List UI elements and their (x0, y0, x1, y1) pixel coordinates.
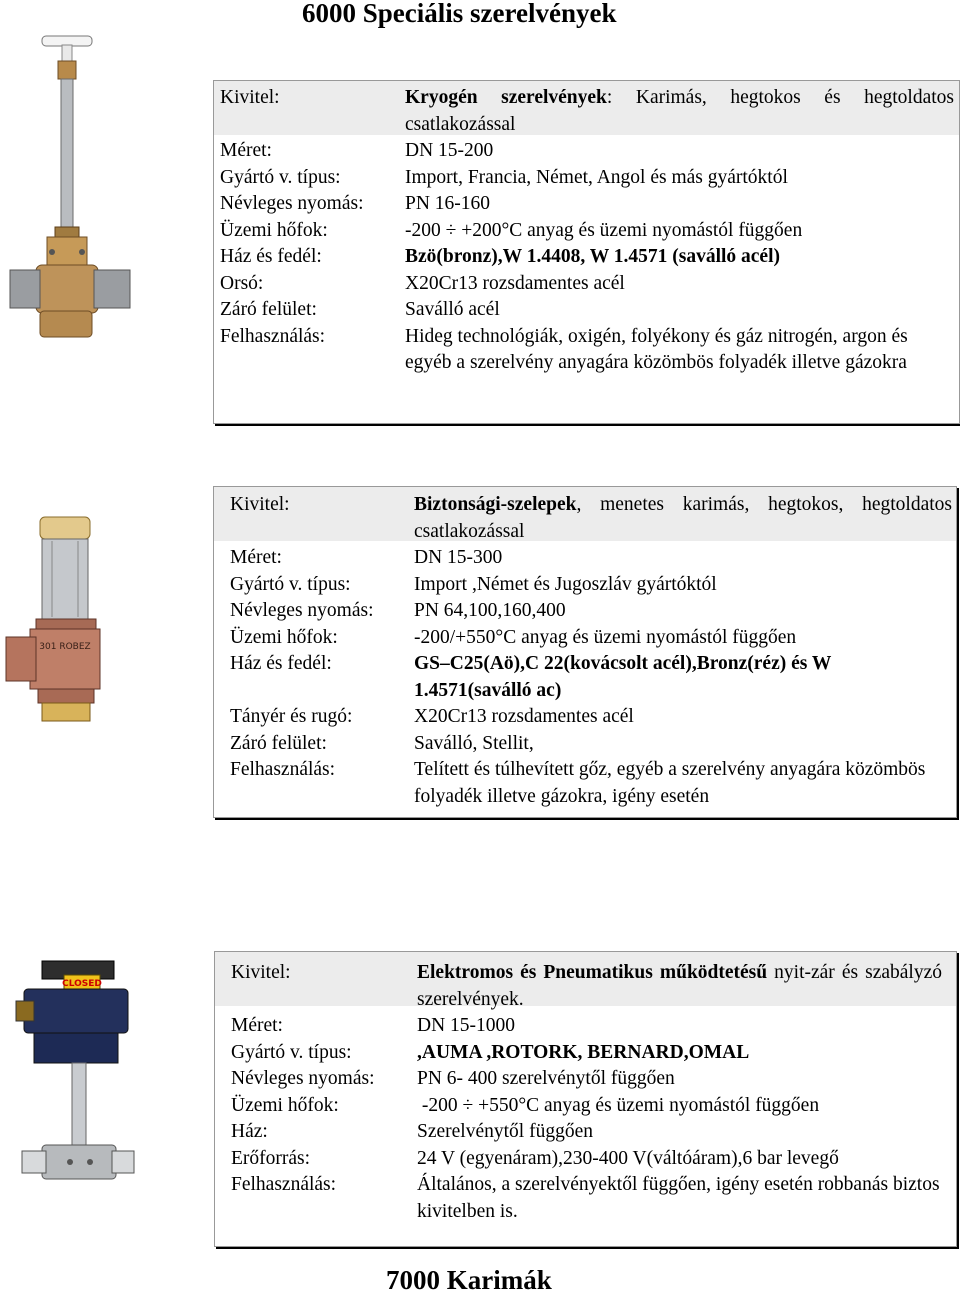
spec-label: Üzemi hőfok: (220, 219, 328, 241)
spec-row-kivitel (231, 960, 942, 1013)
spec-row-nyomas (231, 1066, 942, 1093)
spec-label: Erőforrás: (231, 1147, 311, 1169)
spec-label: Gyártó v. típus: (220, 166, 341, 188)
spec-label: Üzemi hőfok: (230, 626, 338, 648)
spec-value: GS–C25(Aö),C 22(kovácsolt acél),Bronz(réz) és W 1.4571(saválló ac) (414, 653, 832, 701)
actuator-plate-text: CLOSED (62, 979, 102, 989)
spec-value: X20Cr13 rozsdamentes acél (414, 706, 634, 727)
spec-value: PN 16-160 (405, 193, 491, 214)
spec-row-meret (220, 138, 954, 165)
spec-value: Biztonsági-szelepek, menetes karimás, hegtokos, hegtoldatos csatlakozással (414, 494, 952, 542)
spec-label: Ház és fedél: (230, 653, 332, 674)
spec-label: Ház és fedél: (220, 246, 322, 267)
spec-label: Névleges nyomás: (230, 600, 374, 621)
spec-value: Saválló, Stellit, (414, 732, 534, 754)
spec-value: Hideg technológiák, oxigén, folyékony és gáz nitrogén, argon és egyéb a szerelvény anyagára közömbös folyadék illetve gázokra (405, 325, 908, 373)
spec-label: Méret: (231, 1015, 283, 1036)
spec-label: Kivitel: (230, 494, 290, 515)
spec-label: Méret: (230, 547, 282, 568)
spec-value: Saválló acél (405, 299, 500, 320)
spec-label: Felhasználás: (231, 1174, 337, 1195)
spec-row-meret (230, 545, 952, 572)
spec-value: Bzö(bronz),W 1.4408, W 1.4571 (saválló acél) (405, 246, 781, 267)
spec-label: Kivitel: (231, 962, 291, 983)
spec-value: PN 64,100,160,400 (414, 600, 566, 621)
spec-row-felhasznalas (231, 1172, 942, 1225)
spec-row-kivitel (230, 492, 952, 545)
spec-row-nyomas (230, 598, 952, 625)
cryogenic-valve-photo (6, 32, 136, 362)
spec-value: 24 V (egyenáram),230-400 V(váltóáram),6 bar levegő (417, 1147, 839, 1169)
spec-value: X20Cr13 rozsdamentes acél (405, 272, 625, 294)
actuated-valve-photo (12, 955, 137, 1205)
spec-label: Felhasználás: (230, 759, 336, 780)
spec-value: -200/+550°C anyag és üzemi nyomástól függően (414, 626, 797, 648)
spec-value: Általános, a szerelvényektől függően, igény esetén robbanás biztos kivitelben is. (417, 1174, 940, 1222)
spec-row-hofok (220, 218, 954, 245)
spec-label: Névleges nyomás: (231, 1068, 375, 1089)
spec-value: Telített és túlhevített gőz, egyéb a szerelvény anyagára közömbös folyadék illetve gázokra, igény esetén (414, 759, 926, 807)
spec-value: Import ,Német és Jugoszláv gyártóktól (414, 573, 717, 595)
spec-value: -200 ÷ +200°C anyag és üzemi nyomástól függően (405, 219, 803, 241)
spec-label: Gyártó v. típus: (230, 573, 351, 595)
spec-row-hofok (230, 625, 952, 652)
spec-row-felhasznalas (230, 757, 952, 810)
spec-value: Elektromos és Pneumatikus működtetésű nyit-zár és szabályzó szerelvények. (417, 962, 942, 1010)
spec-row-nyomas (220, 191, 954, 218)
spec-row-meret (231, 1013, 942, 1040)
spec-row-zaro (230, 731, 952, 758)
spec-label: Névleges nyomás: (220, 193, 364, 214)
spec-row-tanyer (230, 704, 952, 731)
spec-value: Szerelvénytől függően (417, 1121, 593, 1142)
spec-value: DN 15-300 (414, 547, 503, 568)
spec-label: Záró felület: (230, 732, 327, 754)
spec-label: Gyártó v. típus: (231, 1041, 352, 1063)
spec-label: Záró felület: (220, 299, 317, 320)
spec-row-zaro (220, 297, 954, 324)
product-type: Elektromos és Pneumatikus működtetésű (417, 962, 768, 983)
spec-row-gyarto (230, 572, 952, 599)
product-card-actuated (214, 951, 957, 1247)
safety-valve-photo (0, 515, 115, 725)
spec-row-felhasznalas (220, 324, 954, 377)
spec-value: ,AUMA ,ROTORK, BERNARD,OMAL (417, 1041, 750, 1063)
page-heading-top: 6000 Speciális szerelvények (302, 0, 617, 28)
spec-label: Méret: (220, 140, 272, 161)
product-card-cryogenic (213, 80, 960, 424)
spec-row-eroforras (231, 1146, 942, 1173)
spec-label: Kivitel: (220, 87, 280, 108)
cast-marking-text: 301 ROBEZ (39, 642, 91, 652)
spec-label: Orsó: (220, 272, 264, 294)
spec-row-kivitel (220, 85, 954, 138)
spec-row-gyarto (231, 1040, 942, 1067)
spec-label: Felhasználás: (220, 325, 326, 347)
product-type: Biztonsági-szelepek (414, 494, 577, 515)
product-card-safety-valve (213, 486, 957, 818)
spec-value: Import, Francia, Német, Angol és más gyártóktól (405, 166, 788, 188)
spec-row-hofok (231, 1093, 942, 1120)
spec-row-haz (231, 1119, 942, 1146)
spec-label: Ház: (231, 1121, 268, 1142)
spec-value: DN 15-200 (405, 140, 494, 161)
spec-value: DN 15-1000 (417, 1015, 516, 1036)
spec-row-gyarto (220, 165, 954, 192)
spec-row-haz (230, 651, 952, 704)
spec-value: Kryogén szerelvények: Karimás, hegtokos és hegtoldatos csatlakozással (405, 87, 954, 135)
spec-value: -200 ÷ +550°C anyag és üzemi nyomástól függően (417, 1094, 820, 1116)
spec-value: PN 6- 400 szerelvénytől függően (417, 1068, 675, 1089)
spec-row-haz (220, 244, 954, 271)
page-heading-bottom: 7000 Karimák (386, 1265, 552, 1295)
spec-label: Tányér és rugó: (230, 706, 353, 727)
spec-label: Üzemi hőfok: (231, 1094, 339, 1116)
spec-row-orso (220, 271, 954, 298)
product-type: Kryogén szerelvények (405, 87, 607, 108)
